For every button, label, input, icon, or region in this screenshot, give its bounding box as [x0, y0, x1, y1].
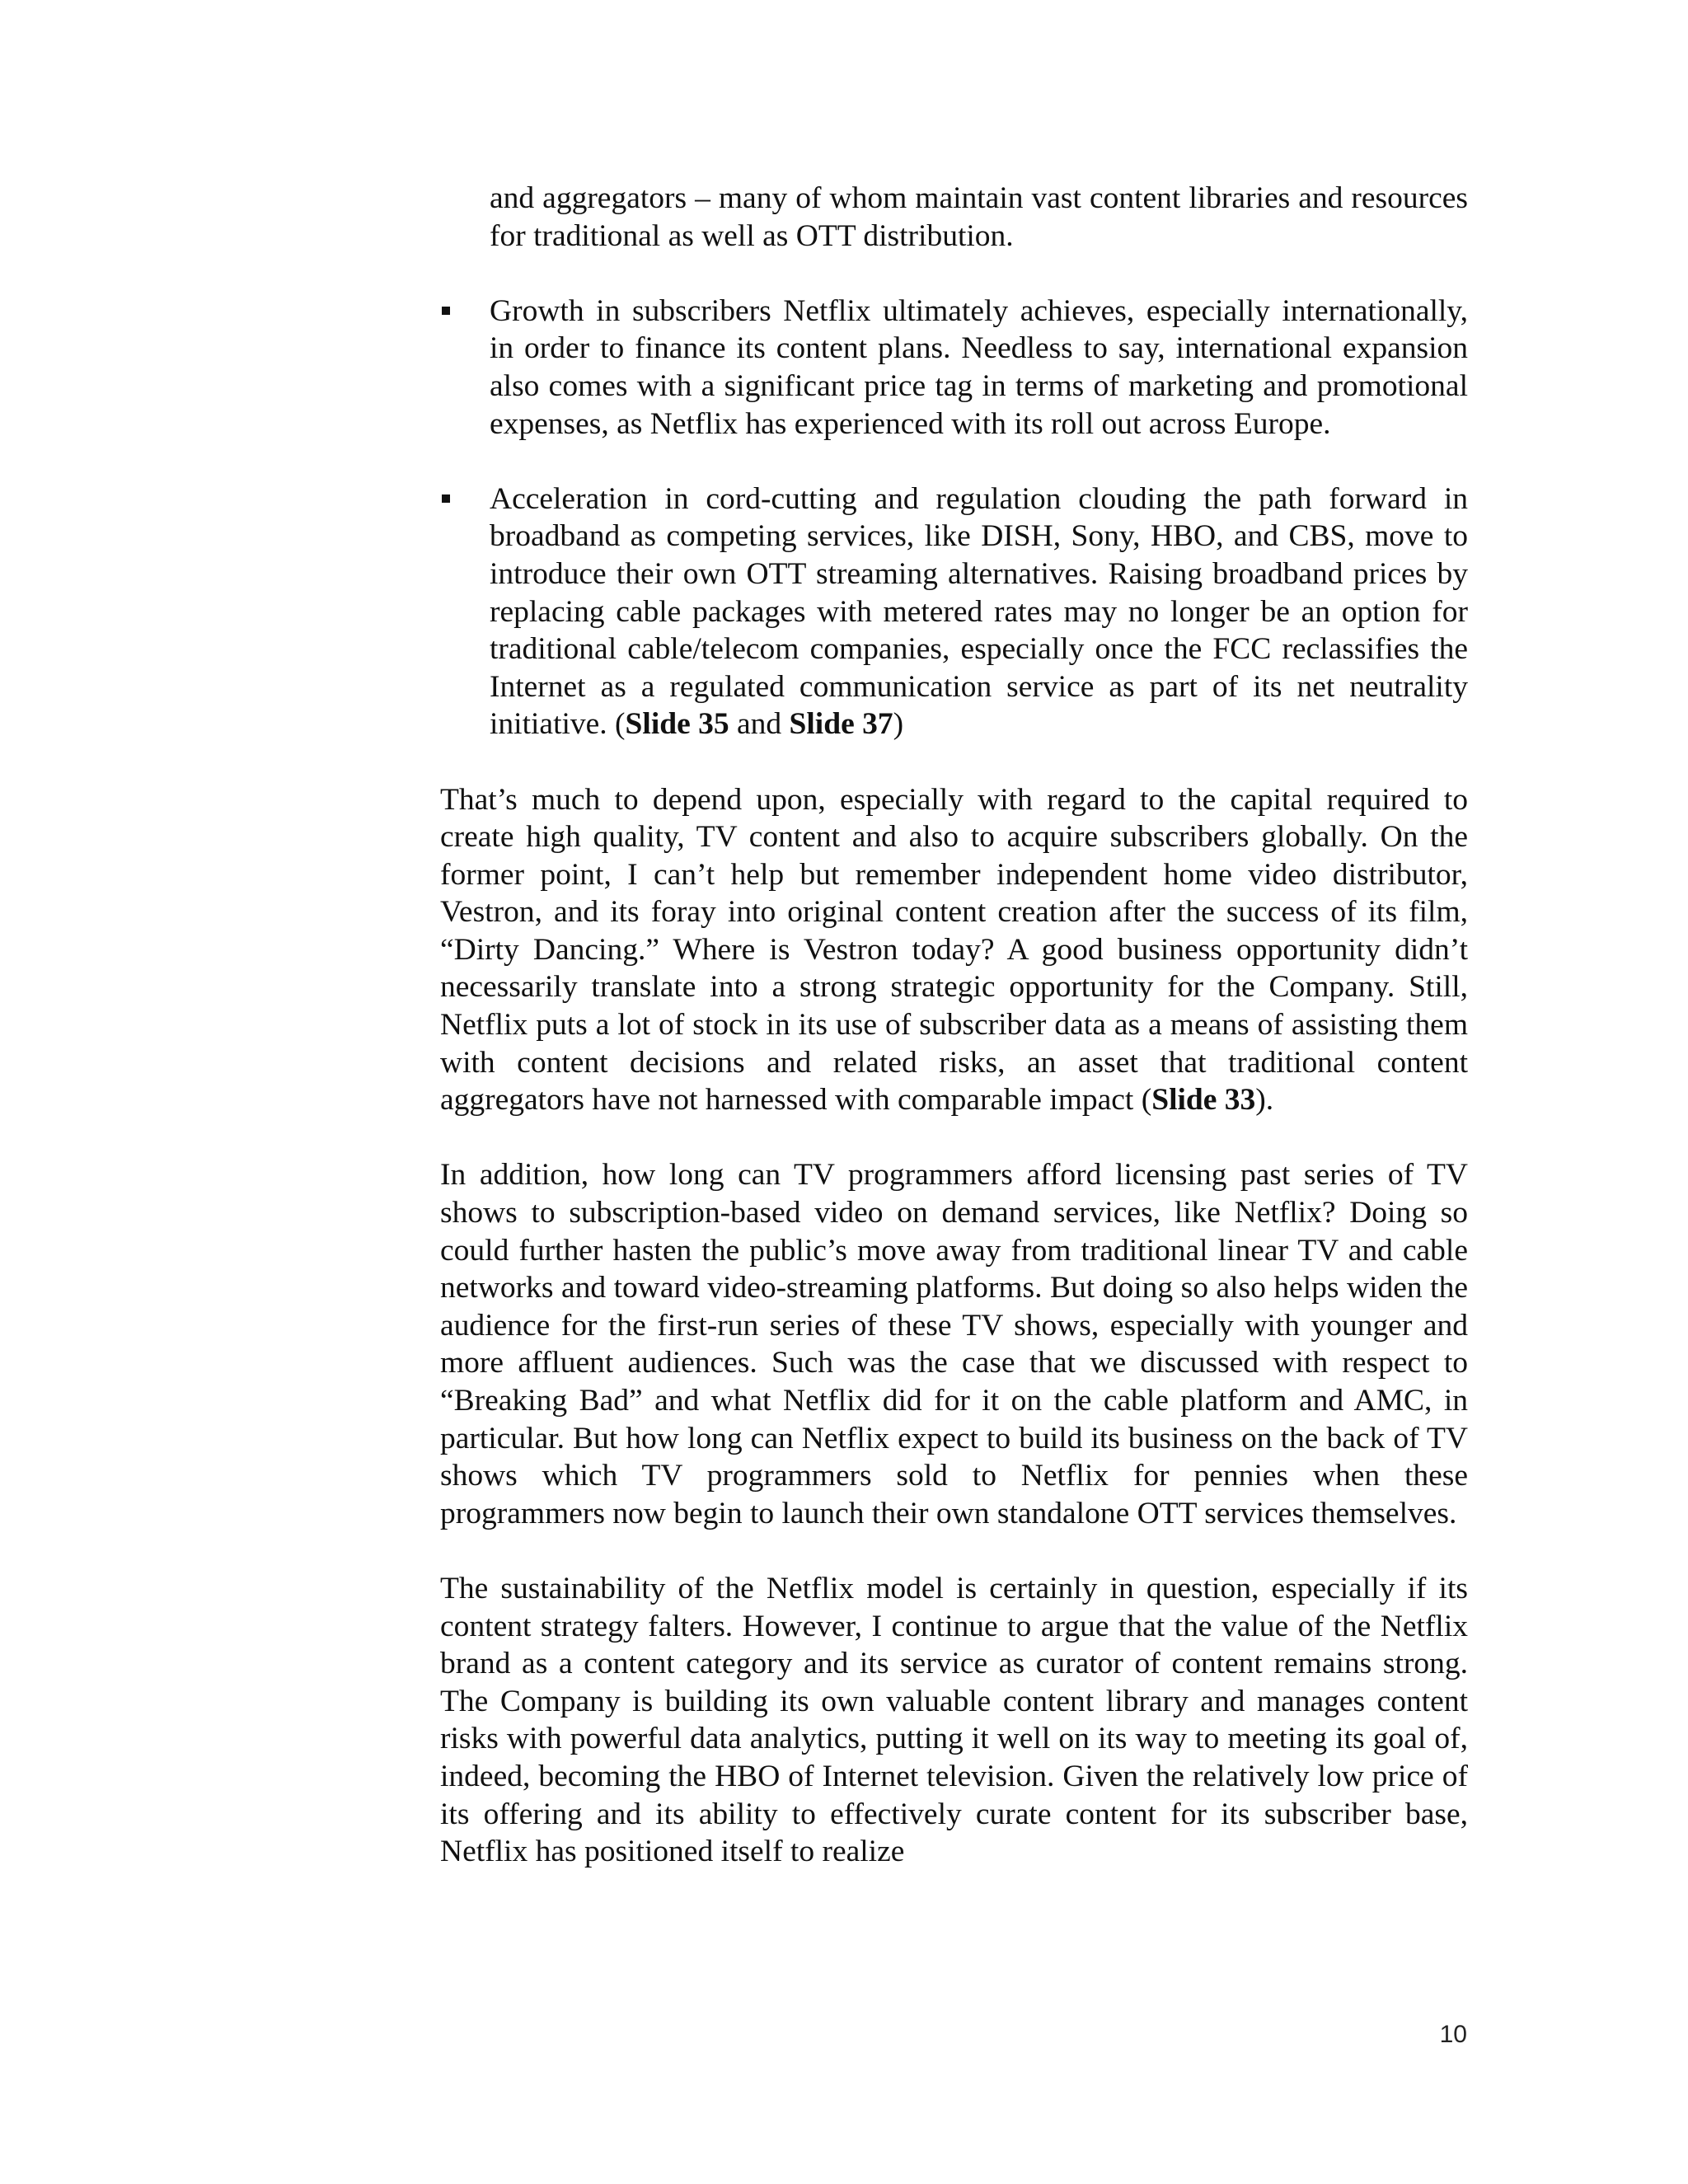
body-paragraph-sustainability: The sustainability of the Netflix model is certainly in question, especially if its content strategy falters. However, I continue to argue that the value of the Netflix brand as a content category and its service as curator of content remains strong. The Company is building its own valuable content library and manages content risks with powerful data analytics, putting it well on its way to meeting its goal of, indeed, becoming the HBO of Internet television. Given the relatively low price of its offering and its ability to effectively curate content for its subscriber base, Netflix has positioned itself to realize — [440, 1571, 1468, 1869]
bullet-text: Acceleration in cord-cutting and regulation clouding the path forward in broadband as competing services, like DISH, Sony, HBO, and CBS, move to introduce their own OTT streaming alternatives. Raising broadband prices by replacing cable packages with metered rates may no longer be an option for traditional cable/telecom companies, especially once the FCC reclassifies the Internet as a regulated communication service as part of its net neutrality initiative. ( — [490, 481, 1468, 742]
paragraph-text-end: ). — [1255, 1083, 1274, 1118]
slide-reference: Slide 35 — [625, 707, 729, 742]
bullet-item-growth — [440, 293, 1468, 443]
bullet-item-cord-cutting — [440, 480, 1468, 743]
body-paragraph-tv-programmers: In addition, how long can TV programmers afford licensing past series of TV shows to subscription-based video on demand services, like Netflix? Doing so could further hasten the public’s move away from traditional linear TV and cable networks and toward video-streaming platforms. But doing so also helps widen the audience for the first-run series of these TV shows, especially with younger and more affluent audiences. Such was the case that we discussed with respect to “Breaking Bad” and what Netflix did for it on the cable platform and AMC, in particular. But how long can Netflix expect to build its business on the back of TV shows which TV programmers sold to Netflix for pennies when these programmers now begin to launch their own standalone OTT services themselves. — [440, 1158, 1468, 1530]
continuation-paragraph: and aggregators – many of whom maintain vast content libraries and resources for traditional as well as OTT distribution. — [490, 181, 1468, 253]
bullet-text: Growth in subscribers Netflix ultimately achieves, especially internationally, in order to finance its content plans. Needless to say, international expansion also comes with a significant price tag in terms of marketing and promotional expenses, as Netflix has experienced with its roll out across Europe. — [490, 293, 1468, 441]
square-bullet-icon — [442, 307, 450, 315]
square-bullet-icon — [442, 494, 450, 503]
slide-reference: Slide 33 — [1151, 1083, 1256, 1118]
document-body — [440, 180, 1468, 1908]
bullet-text-end: ) — [893, 707, 904, 742]
slide-reference: Slide 37 — [789, 707, 893, 742]
bullet-text-connector: and — [729, 707, 790, 742]
page-number: 10 — [1439, 2021, 1467, 2048]
paragraph-text: That’s much to depend upon, especially with regard to the capital required to create high quality, TV content and also to acquire subscribers globally. On the former point, I can’t help but remember independent home video distributor, Vestron, and its foray into original content creation after the success of its film, “Dirty Dancing.” Where is Vestron today? A good business opportunity didn’t necessarily translate into a strong strategic opportunity for the Company. Still, Netflix puts a lot of stock in its use of subscriber data as a means of assisting them with content decisions and related risks, an asset that traditional content aggregators have not harnessed with comparable impact ( — [440, 782, 1468, 1118]
body-paragraph-vestron — [440, 781, 1468, 1119]
